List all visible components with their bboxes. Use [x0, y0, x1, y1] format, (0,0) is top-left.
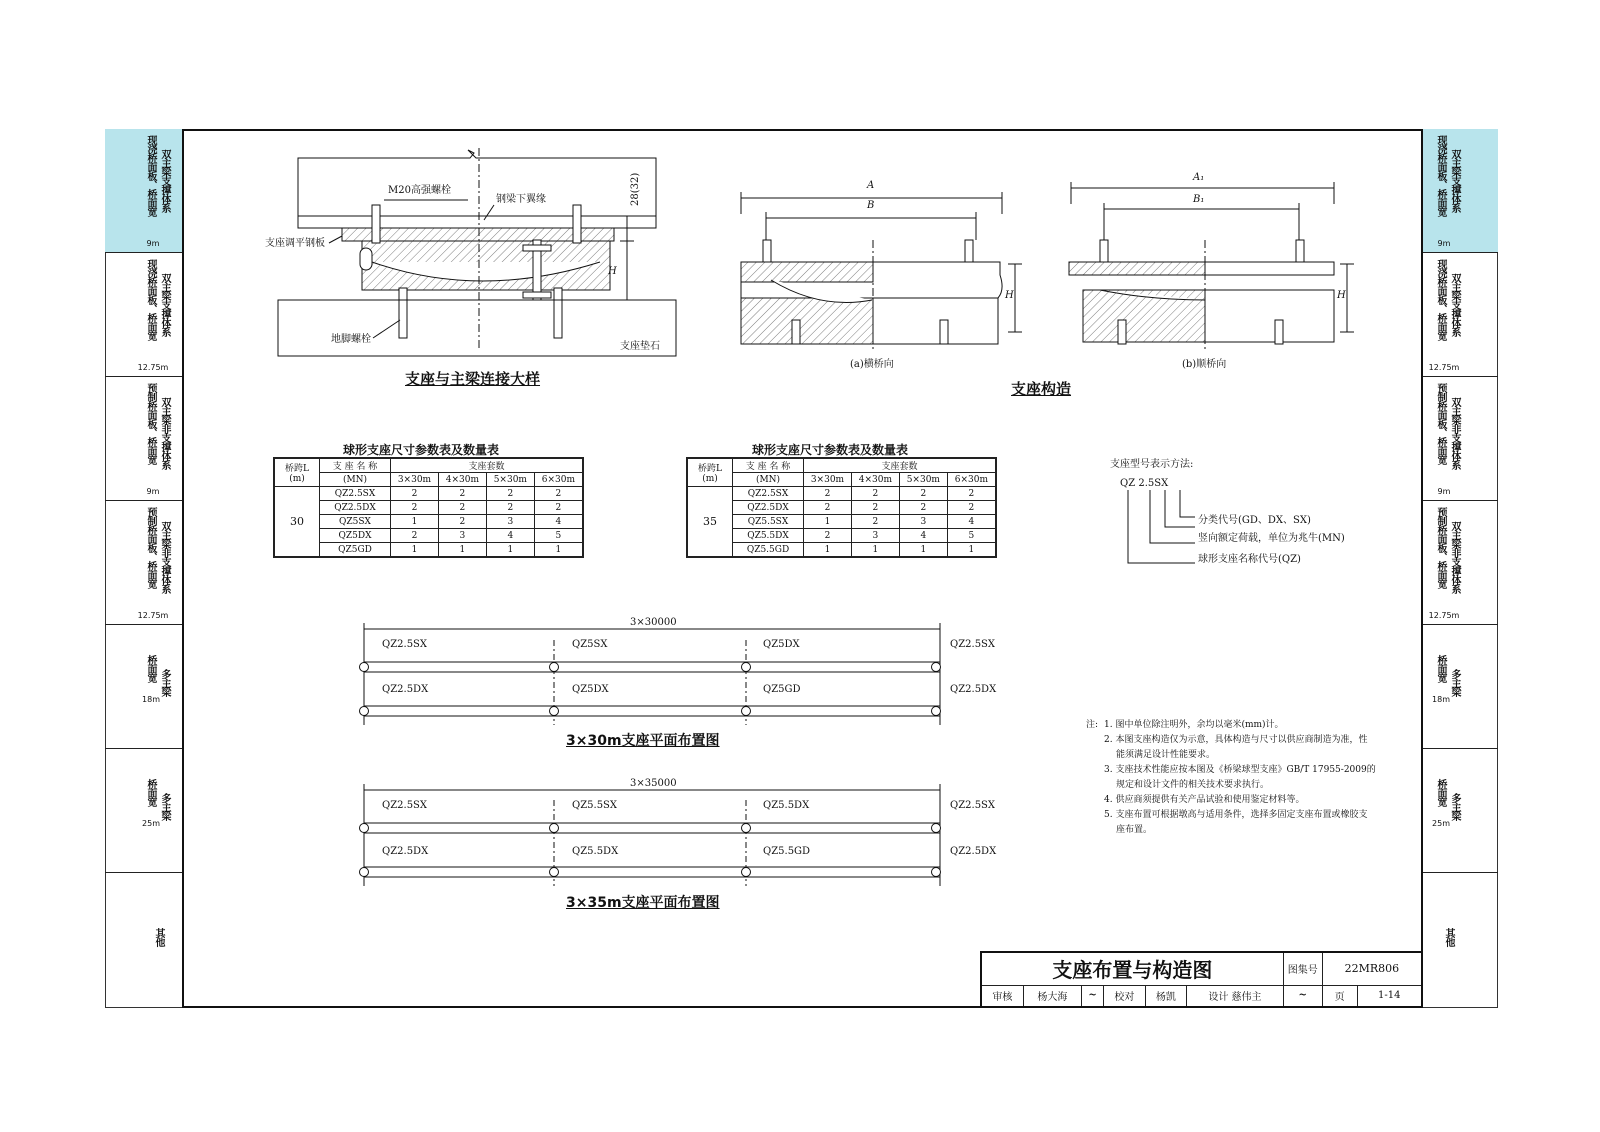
note-5b: 座布置。: [1116, 825, 1153, 835]
plan2-label: QZ5.5DX: [572, 846, 619, 857]
table-cell: 2: [438, 487, 486, 501]
table-cell: 3: [486, 515, 534, 529]
model-legend-line1: 分类代号(GD、DX、SX): [1198, 515, 1311, 526]
right-tab-1-main: 现浇桥面板、桥面宽: [1435, 135, 1446, 216]
right-tab-3-width: 9m: [1437, 487, 1451, 496]
plan1-dimension: 3×30000: [630, 617, 677, 628]
table1-col: 4×30m: [438, 473, 486, 487]
note-2a: 2. 本图支座构造仅为示意，具体构造与尺寸以供应商制造为准，性: [1104, 735, 1368, 745]
table-row: [687, 515, 996, 529]
right-tab-4-sub: 双主梁非支撑体系: [1449, 521, 1460, 593]
label-B1: B₁: [1193, 194, 1205, 205]
plan1-label: QZ2.5SX: [950, 639, 996, 650]
review-label: 审核: [981, 985, 1023, 1007]
model-legend-code: QZ 2.5SX: [1120, 478, 1169, 489]
plan2-label: QZ2.5DX: [382, 846, 429, 857]
right-tab-2-main: 现浇桥面板、桥面宽: [1435, 259, 1446, 340]
bearing-marker[interactable]: [549, 823, 559, 833]
sidebar-tab-2-sub: 双主梁支撑体系: [159, 273, 170, 336]
connection-detail-drawing: [278, 148, 676, 356]
right-tab-2-width: 12.75m: [1428, 363, 1460, 372]
table-cell: 2: [486, 501, 534, 515]
plan1-label: QZ2.5DX: [950, 684, 997, 695]
right-tab-5-sub: 多主梁: [1449, 669, 1460, 696]
sidebar-tab-5-width: 18m: [142, 695, 160, 704]
plan2-label: QZ2.5DX: [950, 846, 997, 857]
structure-b-drawing: [1069, 182, 1354, 352]
table-cell: 1: [391, 515, 439, 529]
sidebar-tab-2-width: 12.75m: [137, 363, 169, 372]
model-legend-line2: 竖向额定荷载，单位为兆牛(MN): [1198, 533, 1345, 544]
sidebar-tab-6-sub: 多主梁: [159, 793, 170, 820]
table-cell: 4: [486, 529, 534, 543]
table2-col: 5×30m: [899, 473, 947, 487]
table-row: [274, 543, 583, 558]
note-4: 4. 供应商须提供有关产品试验和使用鉴定材料等。: [1104, 795, 1305, 805]
table-cell: 5: [947, 529, 996, 543]
label-H-a: H: [1005, 290, 1014, 301]
table-cell: 1: [534, 543, 583, 558]
sidebar-tab-5-main: 桥面宽: [145, 655, 156, 682]
table-cell: 1: [947, 543, 996, 558]
sidebar-tab-1-main: 现浇桥面板、桥面宽: [145, 135, 156, 216]
table-cell: 1: [851, 543, 899, 558]
atlas-number: 22MR806: [1322, 952, 1422, 985]
plan2-label: QZ5.5GD: [763, 846, 811, 857]
plan2-label: QZ2.5SX: [950, 800, 996, 811]
table2-name-header: 支 座 名 称: [733, 458, 804, 473]
title-block: [980, 951, 1423, 1008]
bearing-marker[interactable]: [359, 867, 369, 877]
sidebar-tab-4-main: 预制桥面板、桥面宽: [145, 507, 156, 588]
table-cell: QZ5DX: [320, 529, 391, 543]
table-cell: 5: [534, 529, 583, 543]
table-cell: 2: [804, 501, 852, 515]
table-cell: 1: [804, 543, 852, 558]
plan1-label: QZ2.5SX: [382, 639, 428, 650]
table-cell: 2: [804, 529, 852, 543]
plan2-title: 3×35m支座平面布置图: [566, 895, 720, 911]
table-cell: QZ2.5DX: [320, 501, 391, 515]
plan1-label: QZ5DX: [763, 639, 800, 650]
table-row: [687, 501, 996, 515]
sidebar-tab-3-sub: 双主梁非支撑体系: [159, 397, 170, 469]
table-row: [687, 487, 996, 501]
bearing-marker[interactable]: [741, 867, 751, 877]
table1: [273, 457, 584, 558]
table2-col: 3×30m: [804, 473, 852, 487]
plan2-dimension: 3×35000: [630, 778, 677, 789]
label-flange: 钢梁下翼缘: [496, 194, 546, 205]
bearing-marker[interactable]: [359, 706, 369, 716]
plan2-label: QZ5.5DX: [763, 800, 810, 811]
plan1-drawing: [364, 623, 940, 725]
check-label: 校对: [1104, 985, 1146, 1007]
bearing-marker[interactable]: [549, 706, 559, 716]
plan2-drawing: [364, 784, 940, 886]
note-1: 1. 图中单位除注明外，余均以毫米(mm)计。: [1104, 720, 1284, 730]
table1-col: 3×30m: [391, 473, 439, 487]
table-cell: 2: [534, 501, 583, 515]
table-cell: 4: [534, 515, 583, 529]
table-row: [687, 543, 996, 558]
label-A: A: [867, 180, 875, 191]
table-cell: 2: [947, 501, 996, 515]
table-cell: QZ5.5DX: [733, 529, 804, 543]
structure-title: 支座构造: [1011, 380, 1072, 398]
label-m20-bolt: M20高强螺栓: [388, 185, 451, 196]
notes-head: 注:: [1086, 720, 1099, 730]
table-cell: 2: [851, 487, 899, 501]
right-tab-4-main: 预制桥面板、桥面宽: [1435, 507, 1446, 588]
sidebar-tab-3-width: 9m: [146, 487, 160, 496]
label-b-longitudinal: (b)顺桥向: [1182, 359, 1227, 370]
table2-col: 4×30m: [851, 473, 899, 487]
label-pad-stone: 支座垫石: [620, 341, 660, 352]
table-cell: QZ5SX: [320, 515, 391, 529]
right-tab-5-width: 18m: [1432, 695, 1450, 704]
model-legend-line3: 球形支座名称代号(QZ): [1198, 554, 1301, 565]
table-cell: 3: [438, 529, 486, 543]
table1-col: 6×30m: [534, 473, 583, 487]
table2: [686, 457, 997, 558]
reviewer-signature: ~: [1081, 985, 1103, 1007]
right-tab-1-width: 9m: [1437, 239, 1451, 248]
table-cell: 2: [534, 487, 583, 501]
label-dim-28: 28(32): [630, 172, 641, 206]
table1-name-unit: (MN): [320, 473, 391, 487]
plan1-label: QZ5SX: [572, 639, 608, 650]
table-cell: 2: [486, 487, 534, 501]
table1-span-value: 30: [274, 487, 320, 558]
checker-name: 杨凯: [1145, 985, 1187, 1007]
bearing-marker[interactable]: [359, 823, 369, 833]
atlas-label: 图集号: [1283, 952, 1322, 985]
note-2b: 能须满足设计性能要求。: [1116, 750, 1216, 760]
bearing-marker[interactable]: [931, 662, 941, 672]
table-row: [274, 529, 583, 543]
bearing-marker[interactable]: [931, 706, 941, 716]
label-a-transverse: (a)横桥向: [850, 359, 894, 370]
sidebar-tab-4-sub: 双主梁非支撑体系: [159, 521, 170, 593]
table2-span-header: 桥跨L (m): [687, 458, 733, 487]
model-legend-title: 支座型号表示方法:: [1110, 459, 1194, 470]
plan1-label: QZ2.5DX: [382, 684, 429, 695]
table-cell: 2: [391, 501, 439, 515]
table-cell: 2: [391, 487, 439, 501]
table1-title: 球形支座尺寸参数表及数量表: [343, 443, 500, 457]
sidebar-tab-2-main: 现浇桥面板、桥面宽: [145, 259, 156, 340]
page-number: 1-14: [1357, 985, 1422, 1007]
bearing-marker[interactable]: [549, 867, 559, 877]
plan2-label: QZ5.5SX: [572, 800, 618, 811]
drawing-title: 支座布置与构造图: [981, 952, 1283, 985]
table2-count-header: 支座套数: [804, 458, 997, 473]
table2-name-unit: (MN): [733, 473, 804, 487]
right-tab-6-main: 桥面宽: [1435, 779, 1446, 806]
note-3a: 3. 支座技术性能应按本图及《桥梁球型支座》GB/T 17955-2009的: [1104, 765, 1376, 775]
table-cell: QZ2.5SX: [733, 487, 804, 501]
table1-count-header: 支座套数: [391, 458, 584, 473]
table-cell: QZ2.5SX: [320, 487, 391, 501]
right-tab-4-width: 12.75m: [1428, 611, 1460, 620]
table2-col: 6×30m: [947, 473, 996, 487]
right-tab-1-sub: 双主梁支撑体系: [1449, 149, 1460, 212]
connection-detail-title: 支座与主梁连接大样: [405, 370, 541, 388]
sidebar-tab-1-sub: 双主梁支撑体系: [159, 149, 170, 212]
label-H-b: H: [1337, 290, 1346, 301]
right-tab-3-sub: 双主梁非支撑体系: [1449, 397, 1460, 469]
sidebar-tab-6-width: 25m: [142, 819, 160, 828]
bearing-marker[interactable]: [741, 706, 751, 716]
table-cell: QZ5GD: [320, 543, 391, 558]
structure-a-drawing: [741, 192, 1022, 352]
page-label: 页: [1322, 985, 1357, 1007]
label-dim-h: H: [608, 266, 617, 277]
design-label: 设计 慈伟主: [1187, 985, 1284, 1007]
table-cell: 2: [391, 529, 439, 543]
label-B: B: [867, 200, 875, 211]
note-5a: 5. 支座布置可根据墩高与适用条件，选择多固定支座布置或橡胶支: [1104, 810, 1368, 820]
right-tab-3-main: 预制桥面板、桥面宽: [1435, 383, 1446, 464]
table-cell: 2: [899, 487, 947, 501]
bearing-marker[interactable]: [359, 662, 369, 672]
table-row: [274, 501, 583, 515]
label-A1: A₁: [1193, 172, 1205, 183]
table-cell: 3: [899, 515, 947, 529]
sidebar-tab-7-main: 其他: [153, 928, 164, 946]
sidebar-tab-4-width: 12.75m: [137, 611, 169, 620]
table-row: [687, 529, 996, 543]
table-cell: 1: [486, 543, 534, 558]
table-row: [274, 515, 583, 529]
right-tab-7-main: 其他: [1443, 928, 1454, 946]
table-cell: 2: [899, 501, 947, 515]
table-cell: 1: [899, 543, 947, 558]
bearing-marker[interactable]: [931, 867, 941, 877]
bearing-marker[interactable]: [931, 823, 941, 833]
label-anchor-bolt: 地脚螺栓: [331, 334, 371, 345]
sidebar-tab-3-main: 预制桥面板、桥面宽: [145, 383, 156, 464]
right-tab-2-sub: 双主梁支撑体系: [1449, 273, 1460, 336]
bearing-marker[interactable]: [741, 823, 751, 833]
table-cell: 2: [851, 515, 899, 529]
label-leveling-plate: 支座调平钢板: [265, 238, 325, 249]
table-cell: 2: [438, 501, 486, 515]
table2-title: 球形支座尺寸参数表及数量表: [752, 443, 909, 457]
table-cell: QZ2.5DX: [733, 501, 804, 515]
table-cell: QZ5.5GD: [733, 543, 804, 558]
sidebar-tab-1-width: 9m: [146, 239, 160, 248]
table-cell: 3: [851, 529, 899, 543]
plan1-title: 3×30m支座平面布置图: [566, 733, 720, 749]
reviewer-name: 杨大海: [1023, 985, 1081, 1007]
right-tab-6-sub: 多主梁: [1449, 793, 1460, 820]
table2-span-value: 35: [687, 487, 733, 558]
designer-signature: ~: [1283, 985, 1322, 1007]
table-cell: 4: [899, 529, 947, 543]
table-cell: 2: [851, 501, 899, 515]
table1-span-header: 桥跨L (m): [274, 458, 320, 487]
table-cell: 1: [391, 543, 439, 558]
note-3b: 规定和设计文件的相关技术要求执行。: [1116, 780, 1270, 790]
sidebar-tab-5-sub: 多主梁: [159, 669, 170, 696]
plan1-label: QZ5GD: [763, 684, 801, 695]
table-cell: 2: [947, 487, 996, 501]
plan1-label: QZ5DX: [572, 684, 609, 695]
table-cell: QZ5.5SX: [733, 515, 804, 529]
right-tab-6-width: 25m: [1432, 819, 1450, 828]
table1-col: 5×30m: [486, 473, 534, 487]
table1-name-header: 支 座 名 称: [320, 458, 391, 473]
bearing-marker[interactable]: [741, 662, 751, 672]
bearing-marker[interactable]: [549, 662, 559, 672]
plan2-label: QZ2.5SX: [382, 800, 428, 811]
table-cell: 1: [804, 515, 852, 529]
right-tab-5-main: 桥面宽: [1435, 655, 1446, 682]
table-cell: 2: [438, 515, 486, 529]
table-cell: 2: [804, 487, 852, 501]
sidebar-tab-6-main: 桥面宽: [145, 779, 156, 806]
table-row: [274, 487, 583, 501]
table-cell: 1: [438, 543, 486, 558]
model-legend-leaders: [1128, 490, 1195, 563]
table-cell: 4: [947, 515, 996, 529]
